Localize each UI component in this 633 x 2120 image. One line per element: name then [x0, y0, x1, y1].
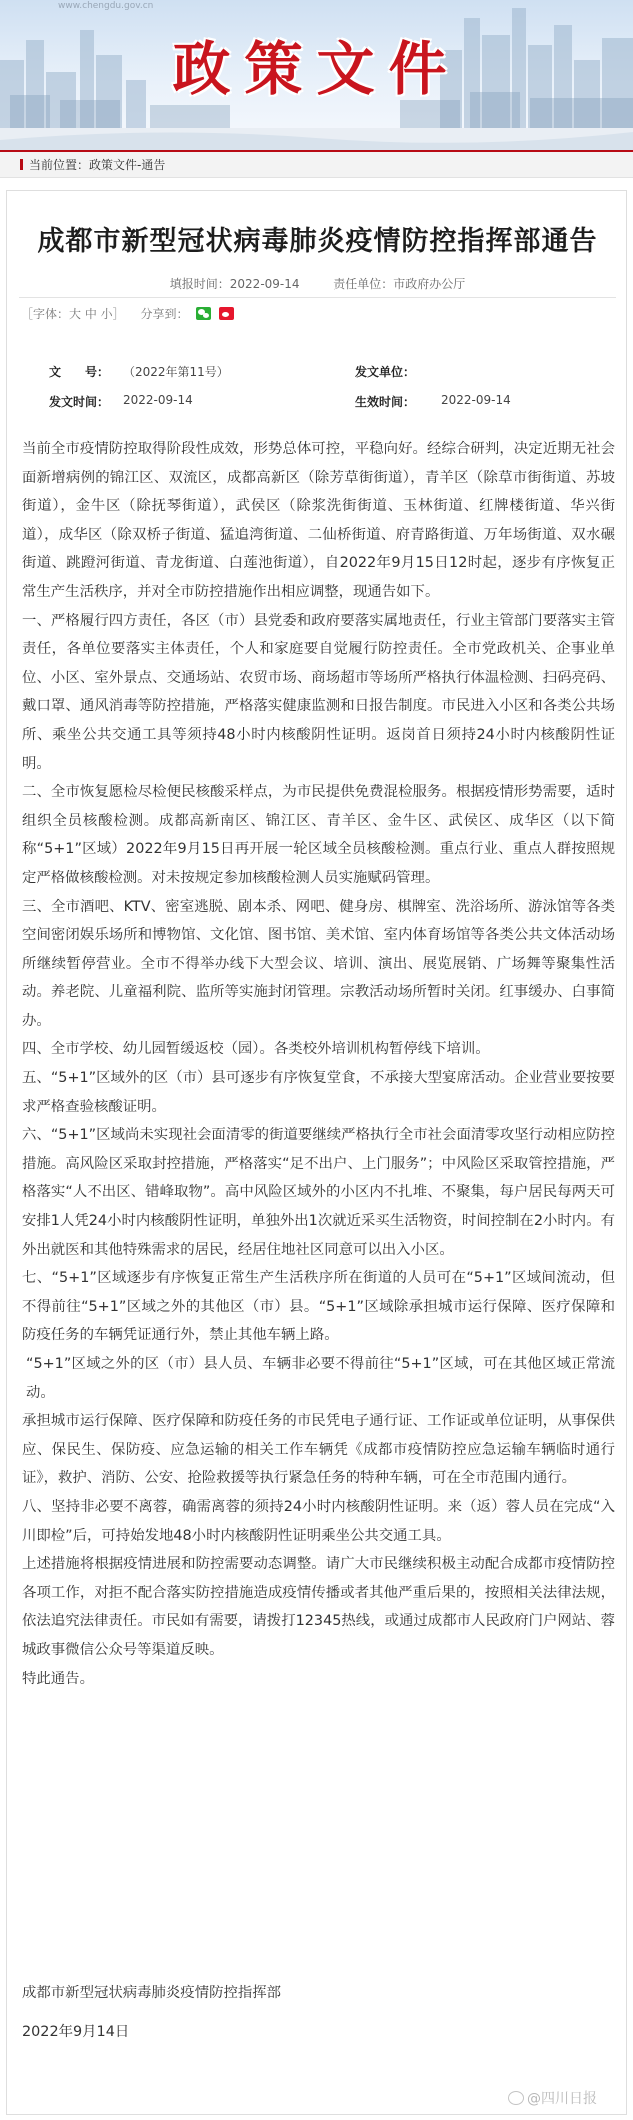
wechat-share-icon[interactable] [196, 307, 211, 320]
body-paragraph-intro: 当前全市疫情防控取得阶段性成效，形势总体可控，平稳向好。经综合研判，决定近期无社会面新增病例的锦江区、双流区，成都高新区（除芳草街街道），青羊区（除草市街街道、苏坡街道），金牛区（除抚琴街道），武侯区（除浆洗街街道、玉林街道、红牌楼街道、华兴街道），成华区（除双桥子街道、猛追湾街道、二仙桥街道、府青路街道、万年场街道、双水碾街道、跳蹬河街道、青龙街道、白莲池街道），自2022年9月15日12时起，逐步有序恢复正常生产生活秩序，并对全市防控措施作出相应调整，现通告如下。 [22, 441, 615, 600]
body-paragraph-7c: 承担城市运行保障、医疗保障和防疫任务的市民凭电子通行证、工作证或单位证明，从事保供应、保民生、保防疫、应急运输的相关工作车辆凭《成都市疫情防控应急运输车辆临时通行证》，救护、消防、公安、抢险救援等执行紧急任务的特种车辆，可在全市范围内通行。 [22, 1413, 615, 1487]
body-paragraph-notice: 特此通告。 [22, 1670, 94, 1687]
breadcrumb-link[interactable]: 政策文件-通告 [89, 158, 166, 172]
article-meta [7, 275, 628, 292]
body-paragraph-5: 五、“5+1”区域外的区（市）县可逐步有序恢复堂食，不承接大型宴席活动。企业营业要按要求严格查验核酸证明。 [22, 1070, 615, 1115]
watermark-text: @四川日报 [527, 2091, 597, 2107]
weibo-share-icon[interactable] [219, 307, 234, 320]
info-row [37, 393, 597, 423]
body-paragraph-1: 一、严格履行四方责任，各区（市）县党委和政府要落实属地责任，行业主管部门要落实主管责任，各单位要落实主体责任，个人和家庭要自觉履行防控责任。全市党政机关、企事业单位、小区、室外景点、交通场站、农贸市场、商场超市等场所严格执行体温检测、扫码亮码、戴口罩、通风消毒等防控措施，严格落实健康监测和日报告制度。市民进入小区和各类公共场所、乘坐公共交通工具等须持48小时内核酸阴性证明。返岗首日须持24小时内核酸阴性证明。 [22, 612, 615, 772]
body-paragraph-8: 八、坚持非必要不离蓉，确需离蓉的须持24小时内核酸阴性证明。来（返）蓉人员在完成“入川即检”后，可持始发地48小时内核酸阴性证明乘坐公共交通工具。 [22, 1498, 615, 1544]
meta-unit: 市政府办公厅 [393, 277, 466, 291]
signoff-organization: 成都市新型冠状病毒肺炎疫情防控指挥部 [22, 1985, 282, 2001]
effective-date-label: 生效时间： [355, 395, 416, 409]
body-paragraph-4: 四、全市学校、幼儿园暂缓返校（园）。各类校外培训机构暂停线下培训。 [22, 1041, 490, 1058]
meta-unit-label: 责任单位： [333, 277, 394, 291]
meta-divider [19, 297, 616, 298]
body-paragraph-closing: 上述措施将根据疫情进展和防控需要动态调整。请广大市民继续积极主动配合成都市疫情防控各项工作，对拒不配合落实防控措施造成疫情传播或者其他严重后果的，按照相关法律法规，依法追究法律责任。市民如有需要，请拨打12345热线，或通过成都市人民政府门户网站、蓉城政事微信公众号等渠道反映。 [22, 1556, 615, 1658]
info-row [37, 363, 597, 393]
signoff-date: 2022年9月14日 [22, 2024, 130, 2040]
meta-date-label: 填报时间： [169, 277, 230, 291]
article-panel [6, 190, 627, 2115]
document-info-table [37, 363, 597, 423]
font-size-switcher[interactable]: ［字体：大 中 小］ [21, 307, 125, 321]
breadcrumb-label: 当前位置： [29, 158, 90, 172]
banner-title: 政策文件 [172, 35, 461, 103]
doc-number-label: 文 号： [49, 365, 110, 379]
banner-site-url: www.chengdu.gov.cn [58, 1, 154, 11]
body-paragraph-7b: “5+1”区域之外的区（市）县人员、车辆非必要不得前往“5+1”区域，可在其他区域正常流动。 [26, 1356, 615, 1401]
article-body [22, 435, 615, 1693]
issue-date-label: 发文时间： [49, 395, 110, 409]
body-paragraph-6: 六、“5+1”区域尚未实现社会面清零的街道要继续严格执行全市社会面清零攻坚行动相应防控措施。高风险区采取封控措施，严格落实“足不出户、上门服务”；中风险区采取管控措施，严格落实“人不出区、错峰取物”。高中风险区域外的小区内不扎堆、不聚集，每户居民每两天可安排1人凭24小时内核酸阴性证明，单独外出1次就近采买生活物资，时间控制在2小时内。有外出就医和其他特殊需求的居民，经居住地社区同意可以出入小区。 [22, 1127, 615, 1258]
issuer-label: 发文单位： [355, 365, 416, 379]
share-label: 分享到： [140, 307, 189, 321]
body-paragraph-3: 三、全市酒吧、KTV、密室逃脱、剧本杀、网吧、健身房、棋牌室、洗浴场所、游泳馆等各类空间密闭娱乐场所和博物馆、文化馆、图书馆、美术馆、室内体育场馆等各类公共文体活动场所继续暂停营业。全市不得举办线下大型会议、培训、演出、展览展销、广场舞等聚集性活动。养老院、儿童福利院、监所等实施封闭管理。宗教活动场所暂时关闭。红事缓办、白事简办。 [22, 898, 615, 1029]
body-paragraph-7: 七、“5+1”区域逐步有序恢复正常生产生活秩序所在街道的人员可在“5+1”区域间流动，但不得前往“5+1”区域之外的其他区（市）县。“5+1”区域除承担城市运行保障、医疗保障和防疫任务的车辆凭证通行外，禁止其他车辆上路。 [22, 1270, 615, 1344]
meta-date: 2022-09-14 [229, 277, 300, 291]
breadcrumb [0, 150, 633, 178]
effective-date: 2022-09-14 [441, 393, 511, 407]
doc-number: （2022年第11号） [123, 365, 229, 379]
article-tools [21, 305, 238, 322]
source-watermark [508, 2088, 597, 2108]
body-paragraph-2: 二、全市恢复愿检尽检便民核酸采样点，为市民提供免费混检服务。根据疫情形势需要，适时组织全员核酸检测。成都高新南区、锦江区、青羊区、金牛区、武侯区、成华区（以下简称“5+1”区域）2022年9月15日再开展一轮区域全员核酸检测。重点行业、重点人群按照规定严格做核酸检测。对未按规定参加核酸检测人员实施赋码管理。 [22, 784, 615, 886]
breadcrumb-marker-icon [20, 159, 23, 170]
issue-date: 2022-09-14 [123, 393, 193, 407]
weibo-watermark-icon [508, 2091, 524, 2105]
page-title: 成都市新型冠状病毒肺炎疫情防控指挥部通告 [37, 226, 598, 257]
header-banner [0, 0, 633, 150]
